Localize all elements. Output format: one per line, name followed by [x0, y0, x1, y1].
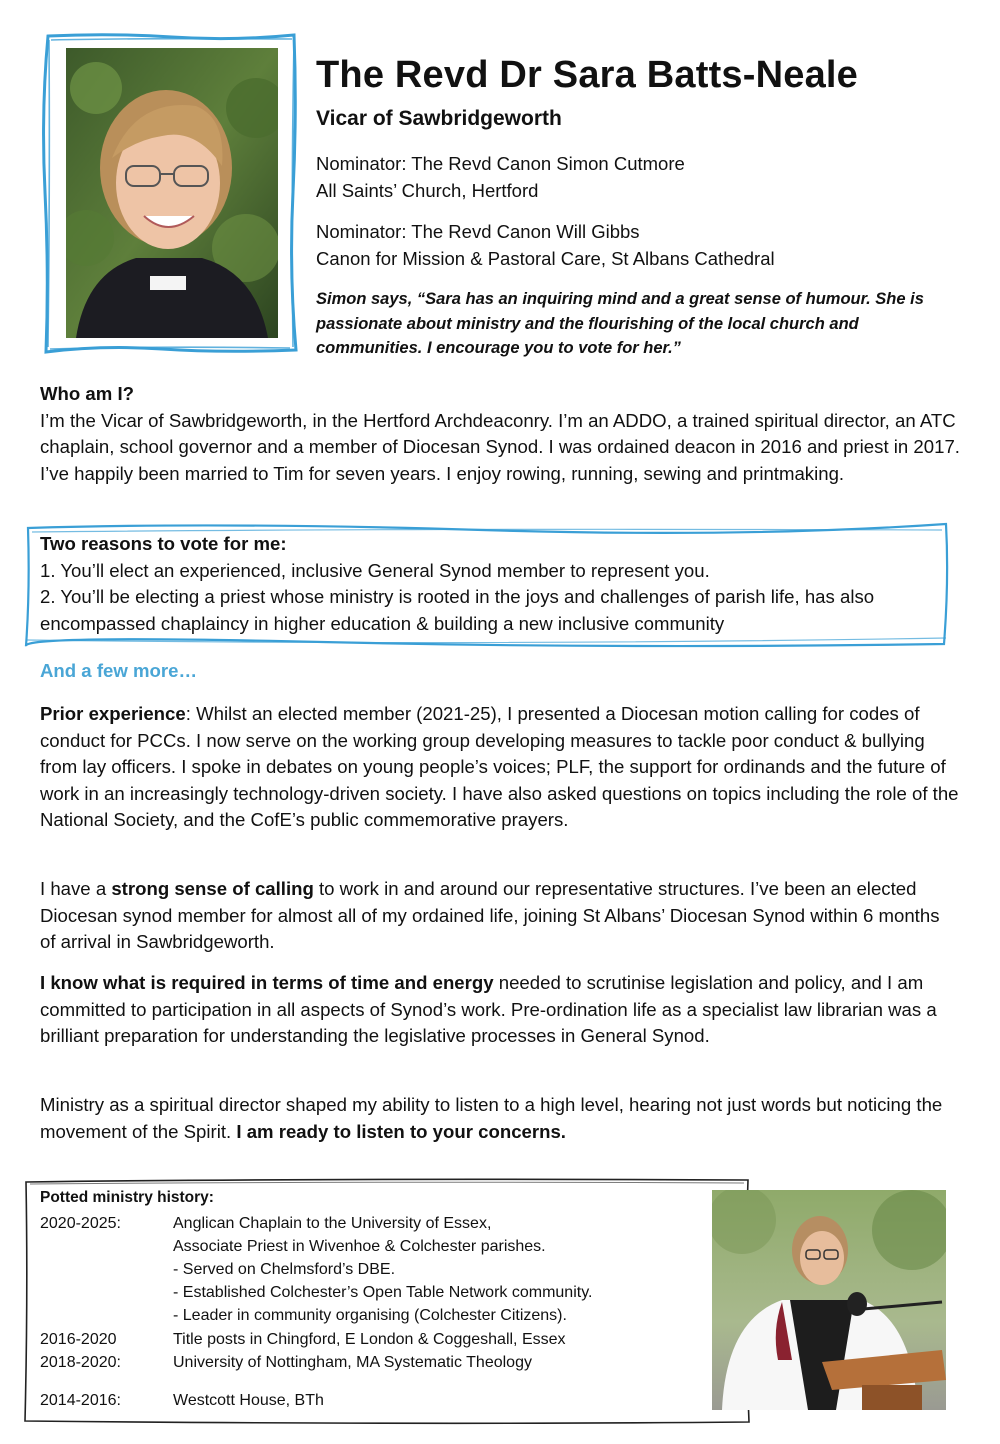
- paragraph-listening: [40, 1092, 960, 1145]
- history-year: 2014-2016:: [40, 1392, 121, 1409]
- listening-bold: I am ready to listen to your concerns.: [236, 1120, 566, 1142]
- history-desc: University of Nottingham, MA Systematic Theology: [173, 1354, 532, 1371]
- nominator-2-affiliation: Canon for Mission & Pastoral Care, St Albans Cathedral: [316, 248, 775, 269]
- prior-experience-bold: Prior experience: [40, 703, 186, 724]
- more-heading: And a few more…: [40, 660, 198, 681]
- reason-1: 1. You’ll elect an experienced, inclusive General Synod member to represent you.: [40, 559, 710, 581]
- calling-bold: strong sense of calling: [111, 878, 314, 899]
- time-energy-bold: I know what is required in terms of time and energy: [40, 972, 494, 993]
- history-desc: - Established Colchester’s Open Table Network community.: [173, 1284, 593, 1301]
- nominator-quote: Simon says, “Sara has an inquiring mind and a great sense of humour. She is passionate about ministry and the flourishing of the local church and communities. I encourage you to vote for her.”: [316, 290, 924, 357]
- speaking-photo: [712, 1190, 946, 1410]
- prior-experience-text: : Whilst an elected member (2021-25), I presented a Diocesan motion calling for codes of conduct for PCCs. I now serve on the working group developing measures to tackle poor conduct & bullying from lay officers. I spoke in debates on young people’s voices; PLF, the support for ordinands and the future of work in an increasingly technology-driven society. I have also asked questions on topics including the role of the National Society, and the CofE’s public commemorative prayers.: [40, 703, 959, 831]
- history-year: 2016-2020: [40, 1331, 117, 1348]
- nominator-1-affiliation: All Saints’ Church, Hertford: [316, 180, 539, 201]
- calling-text: to work in and around our representative structures. I’ve been an elected Diocesan synod member for almost all of my ordained life, joining St Albans’ Diocesan Synod within 6 months of arrival in Sawbridgeworth.: [40, 878, 940, 953]
- history-desc: Title posts in Chingford, E London & Coggeshall, Essex: [173, 1331, 566, 1348]
- reasons-heading: Two reasons to vote for me:: [40, 533, 287, 554]
- time-energy-text: needed to scrutinise legislation and policy, and I am committed to participation in all aspects of Synod’s work. Pre-ordination life as a specialist law librarian was a brilliant preparation for understanding the legislative processes in General Synod.: [40, 972, 937, 1047]
- reasons-section: [40, 531, 945, 637]
- calling-pre: I have a: [40, 878, 112, 899]
- listening-pre: Ministry as a spiritual director shaped my ability to listen to a high level, hearing not just words but noticing the movement of the Spirit.: [40, 1094, 943, 1142]
- portrait-photo: [66, 48, 278, 338]
- history-desc: Anglican Chaplain to the University of Essex,: [173, 1215, 492, 1232]
- paragraph-time-energy: [40, 970, 960, 1050]
- paragraph-prior-experience: [40, 701, 960, 834]
- who-section: [40, 381, 960, 487]
- nominator-2-name: Nominator: The Revd Canon Will Gibbs: [316, 221, 640, 242]
- who-heading: Who am I?: [40, 383, 134, 404]
- reason-2: 2. You’ll be electing a priest whose ministry is rooted in the joys and challenges of parish life, has also encompassed chaplaincy in higher education & building a new inclusive community: [40, 586, 875, 634]
- history-year: 2020-2025:: [40, 1215, 121, 1232]
- candidate-name: The Revd Dr Sara Batts-Neale: [316, 54, 859, 96]
- history-heading: Potted ministry history:: [40, 1189, 214, 1206]
- history-desc: Associate Priest in Wivenhoe & Colchester parishes.: [173, 1238, 546, 1255]
- history-desc: - Served on Chelmsford’s DBE.: [173, 1261, 396, 1278]
- history-desc: - Leader in community organising (Colchester Citizens).: [173, 1307, 567, 1324]
- nominator-1-name: Nominator: The Revd Canon Simon Cutmore: [316, 153, 685, 174]
- nominator-2: [316, 218, 775, 272]
- history-year: 2018-2020:: [40, 1354, 121, 1371]
- history-desc: Westcott House, BTh: [173, 1392, 324, 1409]
- candidate-role: Vicar of Sawbridgeworth: [316, 107, 562, 130]
- who-text: I’m the Vicar of Sawbridgeworth, in the Hertford Archdeaconry. I’m an ADDO, a trained spiritual director, an ATC chaplain, school governor and a member of Diocesan Synod. I was ordained deacon in 2016 and priest in 2017. I’ve happily been married to Tim for seven years. I enjoy rowing, running, sewing and printmaking.: [40, 409, 960, 484]
- paragraph-calling: [40, 876, 960, 956]
- nominator-1: [316, 150, 685, 204]
